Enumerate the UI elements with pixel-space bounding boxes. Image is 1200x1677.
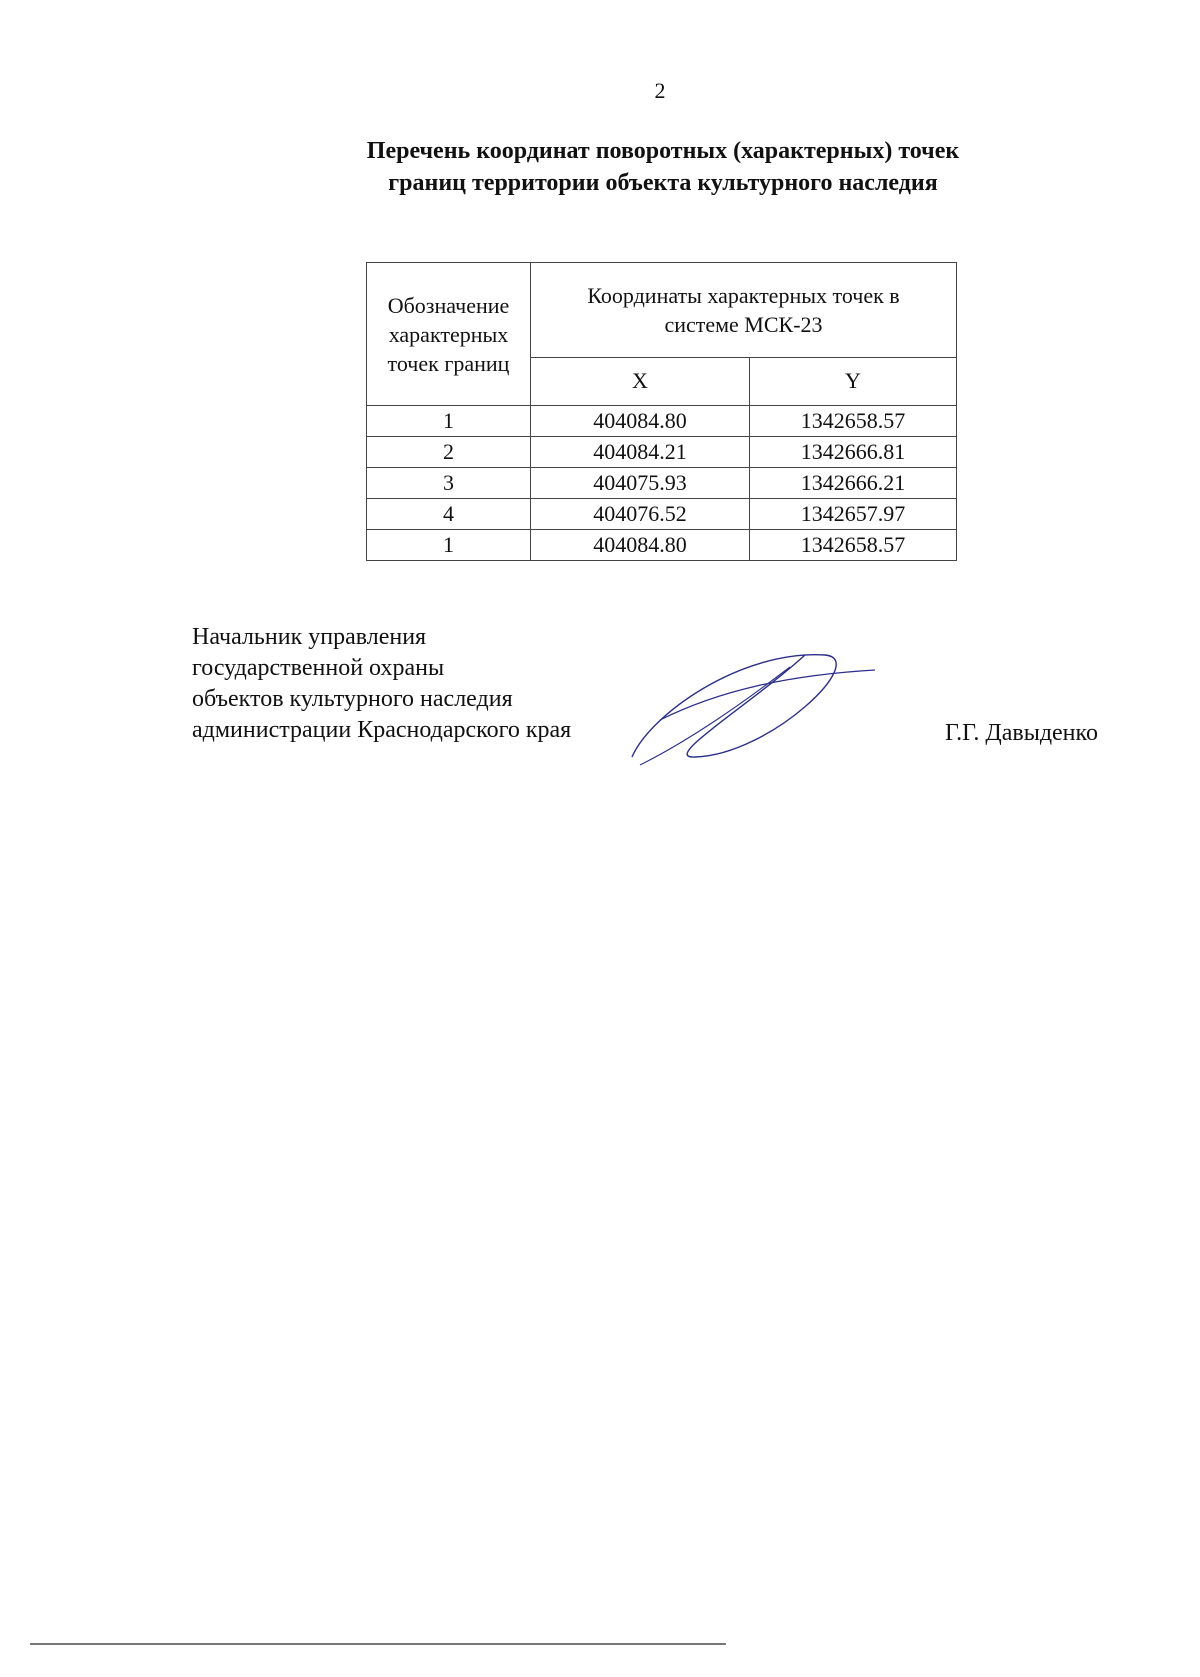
- cell-y: 1342666.21: [750, 468, 957, 499]
- header-point-line-1: Обозначение: [387, 292, 510, 318]
- header-point-line-2: характерных: [388, 321, 509, 347]
- table-row: [367, 499, 957, 530]
- signatory-position-line-4: администрации Краснодарского края: [192, 717, 572, 743]
- cell-x: 404084.21: [531, 437, 750, 468]
- signatory-position-line-2: государственной охраны: [192, 655, 445, 681]
- table-header-row: [367, 263, 957, 358]
- handwritten-signature: [620, 645, 880, 775]
- header-x: X: [531, 357, 750, 405]
- table-row: [367, 406, 957, 437]
- header-y: Y: [750, 357, 957, 405]
- signature-loop-stroke: [632, 655, 836, 757]
- document-title-line-2: границ территории объекта культурного наследия: [388, 170, 938, 196]
- table-row: [367, 468, 957, 499]
- coordinates-table: [366, 262, 957, 561]
- footer-divider: [30, 1643, 726, 1645]
- cell-x: 404075.93: [531, 468, 750, 499]
- cell-point: 4: [367, 499, 531, 530]
- cell-point: 1: [367, 530, 531, 561]
- page-number: 2: [654, 78, 666, 103]
- header-point-line-3: точек границ: [387, 350, 510, 376]
- cell-point: 3: [367, 468, 531, 499]
- header-group-line-2: системе МСК-23: [664, 311, 823, 337]
- signatory-position-line-3: объектов культурного наследия: [192, 686, 513, 712]
- header-point-designation: [367, 263, 531, 406]
- header-coordinates-group: [531, 263, 957, 358]
- cell-y: 1342658.57: [750, 406, 957, 437]
- cell-point: 1: [367, 406, 531, 437]
- cell-point: 2: [367, 437, 531, 468]
- header-group-line-1: Координаты характерных точек в: [587, 282, 900, 308]
- document-title-line-1: Перечень координат поворотных (характерных) точек: [366, 138, 960, 164]
- cell-x: 404084.80: [531, 530, 750, 561]
- cell-x: 404084.80: [531, 406, 750, 437]
- cell-y: 1342666.81: [750, 437, 957, 468]
- document-title: [286, 135, 1040, 199]
- signatory-name: Г.Г. Давыденко: [945, 720, 1098, 746]
- cell-x: 404076.52: [531, 499, 750, 530]
- signatory-position: [192, 622, 571, 746]
- table-row: [367, 437, 957, 468]
- table-row: [367, 530, 957, 561]
- cell-y: 1342657.97: [750, 499, 957, 530]
- cell-y: 1342658.57: [750, 530, 957, 561]
- signatory-position-line-1: Начальник управления: [192, 624, 427, 650]
